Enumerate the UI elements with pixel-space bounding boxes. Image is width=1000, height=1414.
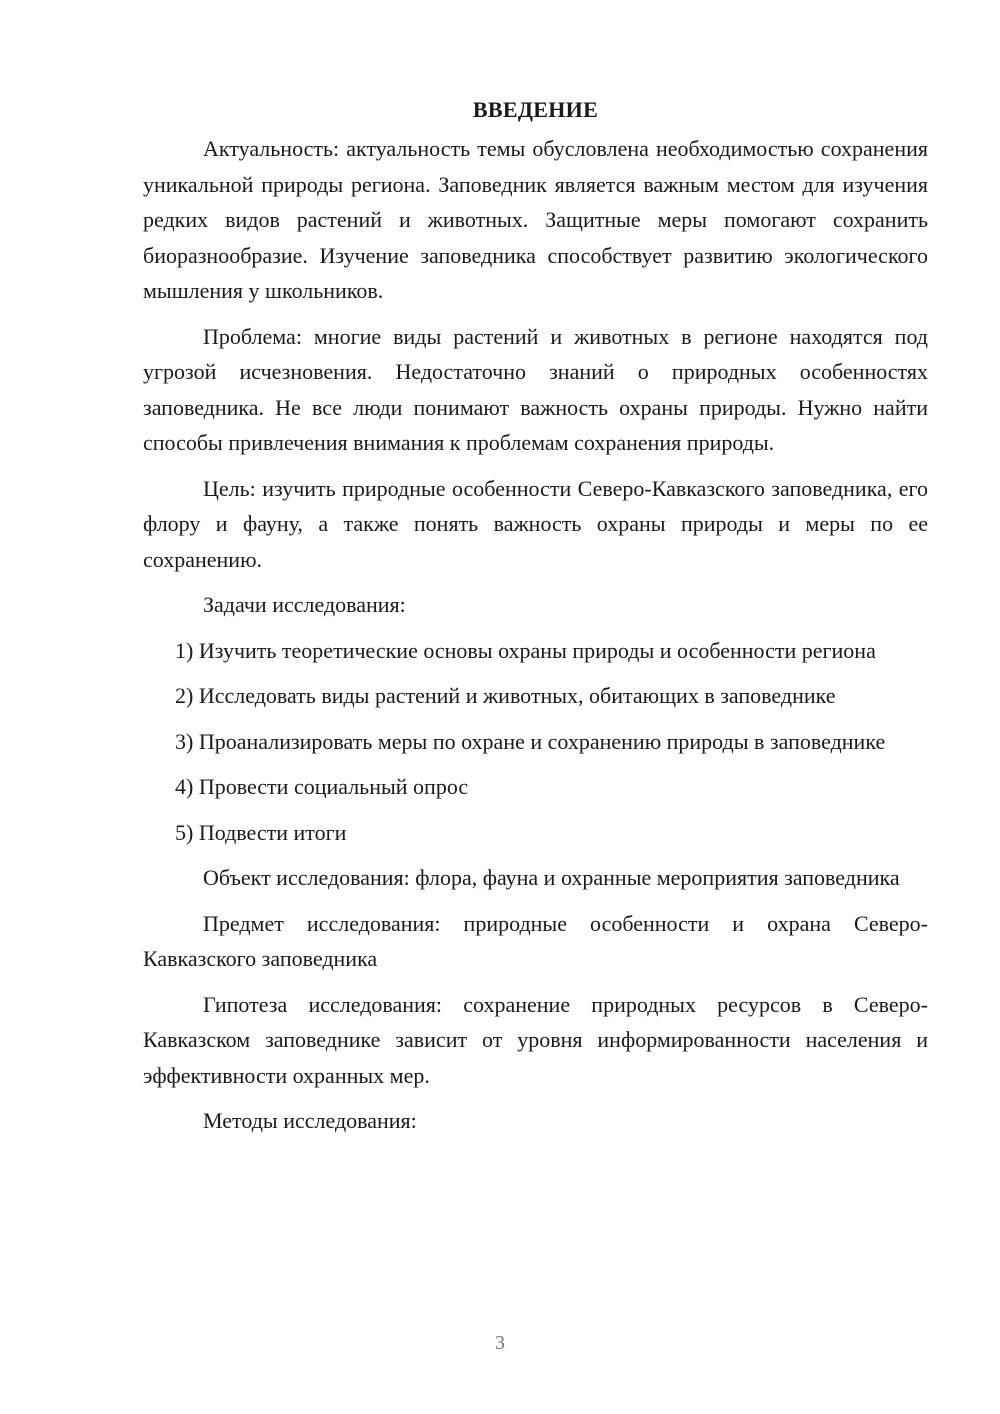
paragraph-subject: Предмет исследования: природные особенности и охрана Северо-Кавказского заповедника	[143, 910, 928, 971]
paragraph-goal: Цель: изучить природные особенности Северо-Кавказского заповедника, его флору и фауну, а также понять важность охраны природы и меры по ее сохранению.	[143, 475, 928, 572]
paragraph-object: Объект исследования: флора, фауна и охранные мероприятия заповедника	[203, 865, 900, 890]
paragraph-problem: Проблема: многие виды растений и животных в регионе находятся под угрозой исчезновения. Недостаточно знаний о природных особенностях заповедника. Не все люди понимают важность охраны природы. Нужно найти способы привлечения внимания к проблемам сохранения природы.	[143, 323, 928, 455]
paragraph-relevance: Актуальность: актуальность темы обусловлена необходимостью сохранения уникальной природы региона. Заповедник является важным местом для изучения редких видов растений и животных. Защитные меры помогают сохранить биоразнообразие. Изучение заповедника способствует развитию экологического мышления у школьников.	[143, 136, 928, 303]
section-title: ВВЕДЕНИЕ	[472, 97, 599, 122]
paragraph-hypothesis: Гипотеза исследования: сохранение природных ресурсов в Северо-Кавказском заповеднике зависит от уровня информированности населения и эффективности охранных мер.	[143, 991, 928, 1088]
task-item-5: 5) Подвести итоги	[175, 819, 347, 845]
page-number: 3	[495, 1332, 505, 1354]
task-item-2: 2) Исследовать виды растений и животных, обитающих в заповеднике	[175, 683, 836, 708]
paragraph-tasks-heading: Задачи исследования:	[203, 592, 406, 617]
task-item-1: 1) Изучить теоретические основы охраны природы и особенности региона	[175, 637, 876, 663]
task-item-3: 3) Проанализировать меры по охране и сохранению природы в заповеднике	[175, 728, 886, 754]
document-page	[143, 92, 928, 1149]
paragraph-methods: Методы исследования:	[203, 1108, 417, 1133]
task-item-4: 4) Провести социальный опрос	[175, 774, 469, 799]
